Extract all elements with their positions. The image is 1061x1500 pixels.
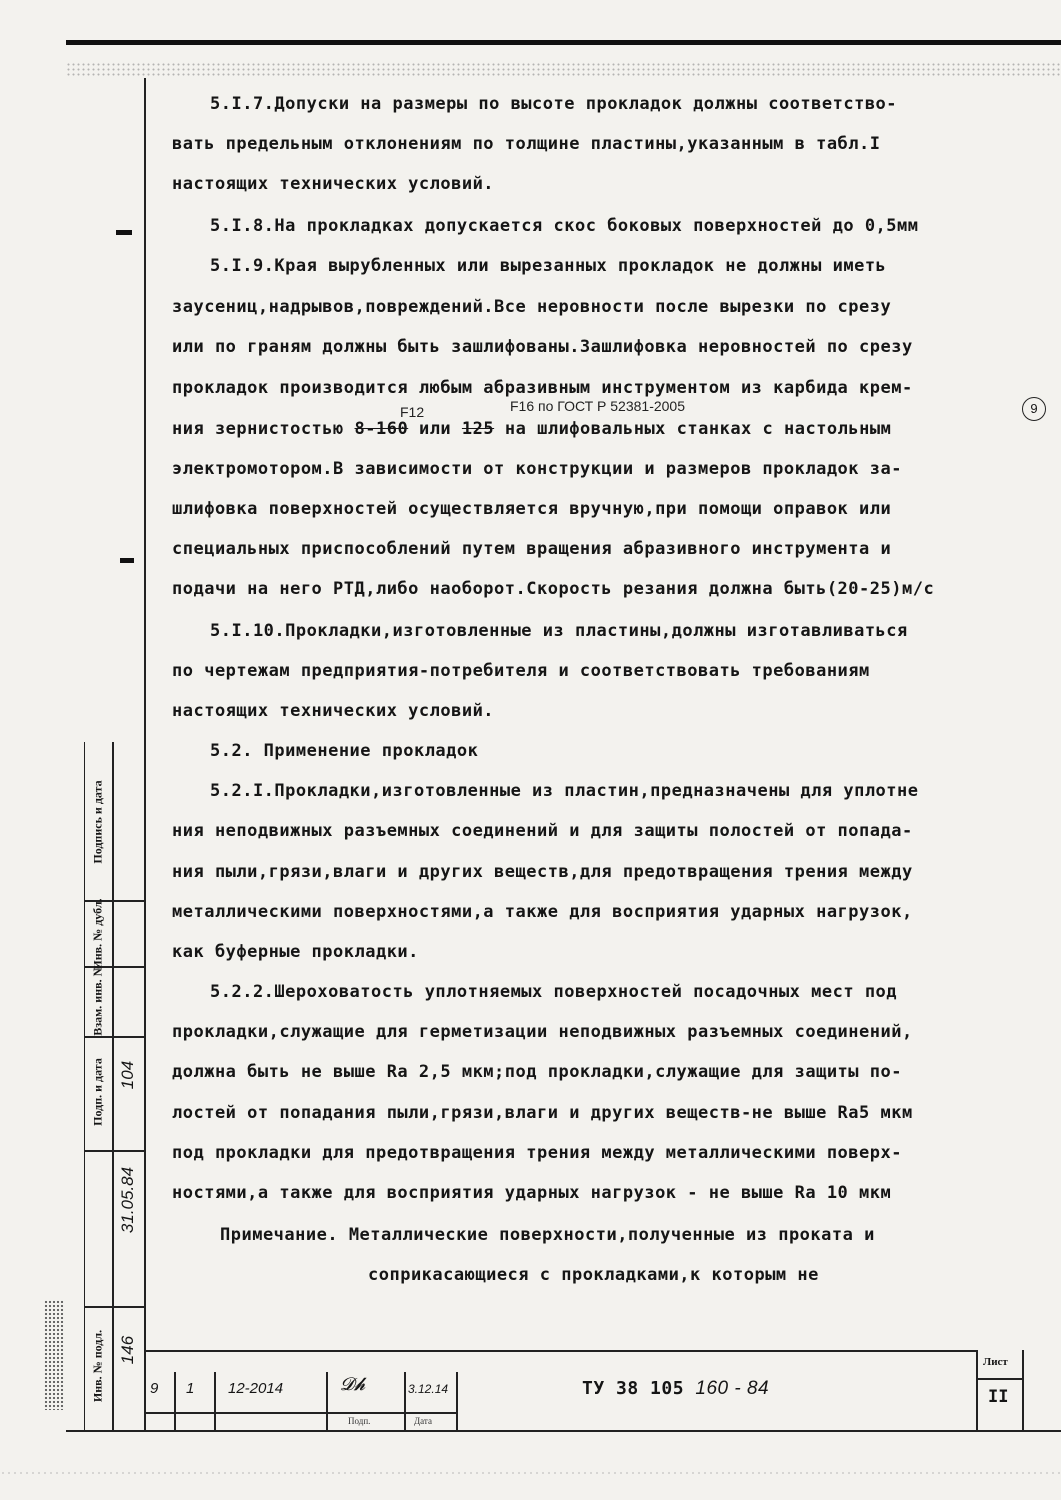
- text-line: по чертежам предприятия-потребителя и соответствовать требованиям: [172, 661, 870, 681]
- grit-after: на шлифовальных станках с настольным: [504, 419, 892, 439]
- sheet-label: Лист: [983, 1356, 1008, 1368]
- text-line: 5.2.I.Прокладки,изготовленные из пластин,предназначены для уплотне: [210, 781, 919, 801]
- text-line: специальных приспособлений путем вращения абразивного инструмента и: [172, 539, 892, 559]
- side-label-dupl-inv: Инв. № дубл.: [90, 898, 105, 970]
- text-line: прокладок производится любым абразивным инструментом из карбида крем-: [172, 378, 913, 398]
- stamp-label-date: Дата: [414, 1416, 432, 1426]
- grit-before: ния зернистостью: [172, 419, 344, 439]
- handwritten-f12: F12: [400, 404, 425, 420]
- stamp-change-number: 9: [150, 1380, 159, 1397]
- text-line: электромотором.В зависимости от конструкции и размеров прокладок за-: [172, 459, 902, 479]
- stamp-col-rule: [456, 1372, 458, 1430]
- stamp-sheet-rule: [976, 1378, 1024, 1380]
- text-line: металлическими поверхностями,а также для восприятия ударных нагрузок,: [172, 902, 913, 922]
- stamp-date: 3.12.14: [408, 1382, 449, 1396]
- text-line: ния неподвижных разъемных соединений и для защиты полостей от попада-: [172, 821, 913, 841]
- grit-struck-1: 8-160: [354, 419, 409, 439]
- top-rule: [66, 40, 1061, 45]
- text-line: 5.I.8.На прокладках допускается скос боковых поверхностей до 0,5мм: [210, 216, 919, 236]
- text-line: заусениц,надрывов,повреждений.Все неровности после вырезки по срезу: [172, 297, 892, 317]
- document-code: [582, 1378, 769, 1400]
- stamp-signature: 𝓓𝓱: [340, 1374, 366, 1394]
- handwritten-gost-ref: F16 по ГОСТ Р 52381-2005: [510, 398, 686, 414]
- text-line: настоящих технических условий.: [172, 174, 495, 194]
- side-label-sign-date-2: Подп. и дата: [90, 1058, 105, 1126]
- text-line: 5.I.10.Прокладки,изготовленные из пластины,должны изготавливаться: [210, 621, 908, 641]
- stamp-doc-number: 12-2014: [228, 1380, 284, 1397]
- side-label-replacement-inv: Взам. инв. №: [90, 964, 105, 1036]
- note-line: Примечание. Металлические поверхности,полученные из проката и: [220, 1225, 875, 1245]
- margin-ink-mark: [116, 230, 132, 235]
- text-line: вать предельным отклонениям по толщине пластины,указанным в табл.I: [172, 134, 881, 154]
- stamp-col-rule: [976, 1350, 978, 1430]
- text-line: ния пыли,грязи,влаги и других веществ,для предотвращения трения между: [172, 862, 913, 882]
- side-stamp-row-rule: [84, 1150, 144, 1152]
- side-stamp-row-rule: [84, 1036, 144, 1038]
- stamp-col-rule: [1022, 1350, 1024, 1430]
- side-value-date: 31.05.84: [118, 1166, 137, 1234]
- text-line: шлифовка поверхностей осуществляется вручную,при помощи оправок или: [172, 499, 892, 519]
- side-stamp-divider: [112, 742, 114, 1432]
- section-heading: 5.2. Применение прокладок: [210, 741, 479, 761]
- stamp-sheet-number: 1: [186, 1380, 195, 1397]
- stamp-col-rule: [174, 1372, 176, 1430]
- side-label-original-inv: Инв. № подл.: [90, 1329, 105, 1403]
- text-line: должна быть не выше Ra 2,5 мкм;под прокладки,служащие для защиты по-: [172, 1062, 902, 1082]
- stamp-col-rule: [214, 1372, 216, 1430]
- side-value-original-inv: 146: [118, 1335, 137, 1365]
- grit-struck-2: 125: [461, 419, 495, 439]
- scan-noise-left: [44, 1300, 64, 1410]
- document-code-prefix: ТУ 38 105: [582, 1378, 685, 1399]
- text-line: подачи на него РТД,либо наоборот.Скорость резания должна быть(20-25)м/с: [172, 579, 935, 599]
- text-line: ностями,а также для восприятия ударных нагрузок - не выше Ra 10 мкм: [172, 1183, 892, 1203]
- document-code-handwritten: 160 - 84: [695, 1378, 770, 1399]
- scan-noise-band: [66, 62, 1061, 76]
- stamp-col-rule: [326, 1372, 328, 1430]
- sheet-number: II: [988, 1387, 1009, 1407]
- stamp-top-rule: [144, 1350, 976, 1352]
- text-line: под прокладки для предотвращения трения между металлическими поверх-: [172, 1143, 902, 1163]
- text-line: 5.2.2.Шероховатость уплотняемых поверхностей посадочных мест под: [210, 982, 898, 1002]
- side-value-replacement-inv: 104: [118, 1060, 137, 1090]
- grit-line: [172, 419, 891, 439]
- text-line: 5.I.9.Края вырубленных или вырезанных прокладок не должны иметь: [210, 256, 887, 276]
- side-label-signature-date: Подпись и дата: [90, 780, 105, 864]
- note-line: соприкасающиеся с прокладками,к которым не: [368, 1265, 819, 1285]
- text-line: как буферные прокладки.: [172, 942, 419, 962]
- scan-noise-bottom: [0, 1470, 1061, 1476]
- side-stamp-row-rule: [84, 1306, 144, 1308]
- grit-middle: или: [418, 419, 452, 439]
- margin-ink-mark: [120, 558, 134, 563]
- frame-bottom-border: [66, 1430, 1061, 1432]
- text-line: 5.I.7.Допуски на размеры по высоте прокладок должны соответство-: [210, 94, 898, 114]
- text-line: прокладки,служащие для герметизации неподвижных разъемных соединений,: [172, 1022, 913, 1042]
- stamp-col-rule: [404, 1372, 406, 1430]
- change-circle-mark: 9: [1022, 397, 1046, 421]
- text-line: или по граням должны быть зашлифованы.Зашлифовка неровностей по срезу: [172, 337, 913, 357]
- text-line: лостей от попадания пыли,грязи,влаги и других веществ-не выше Ra5 мкм: [172, 1103, 913, 1123]
- stamp-label-signature: Подп.: [348, 1416, 371, 1426]
- text-line: настоящих технических условий.: [172, 701, 495, 721]
- stamp-mid-rule: [144, 1412, 456, 1414]
